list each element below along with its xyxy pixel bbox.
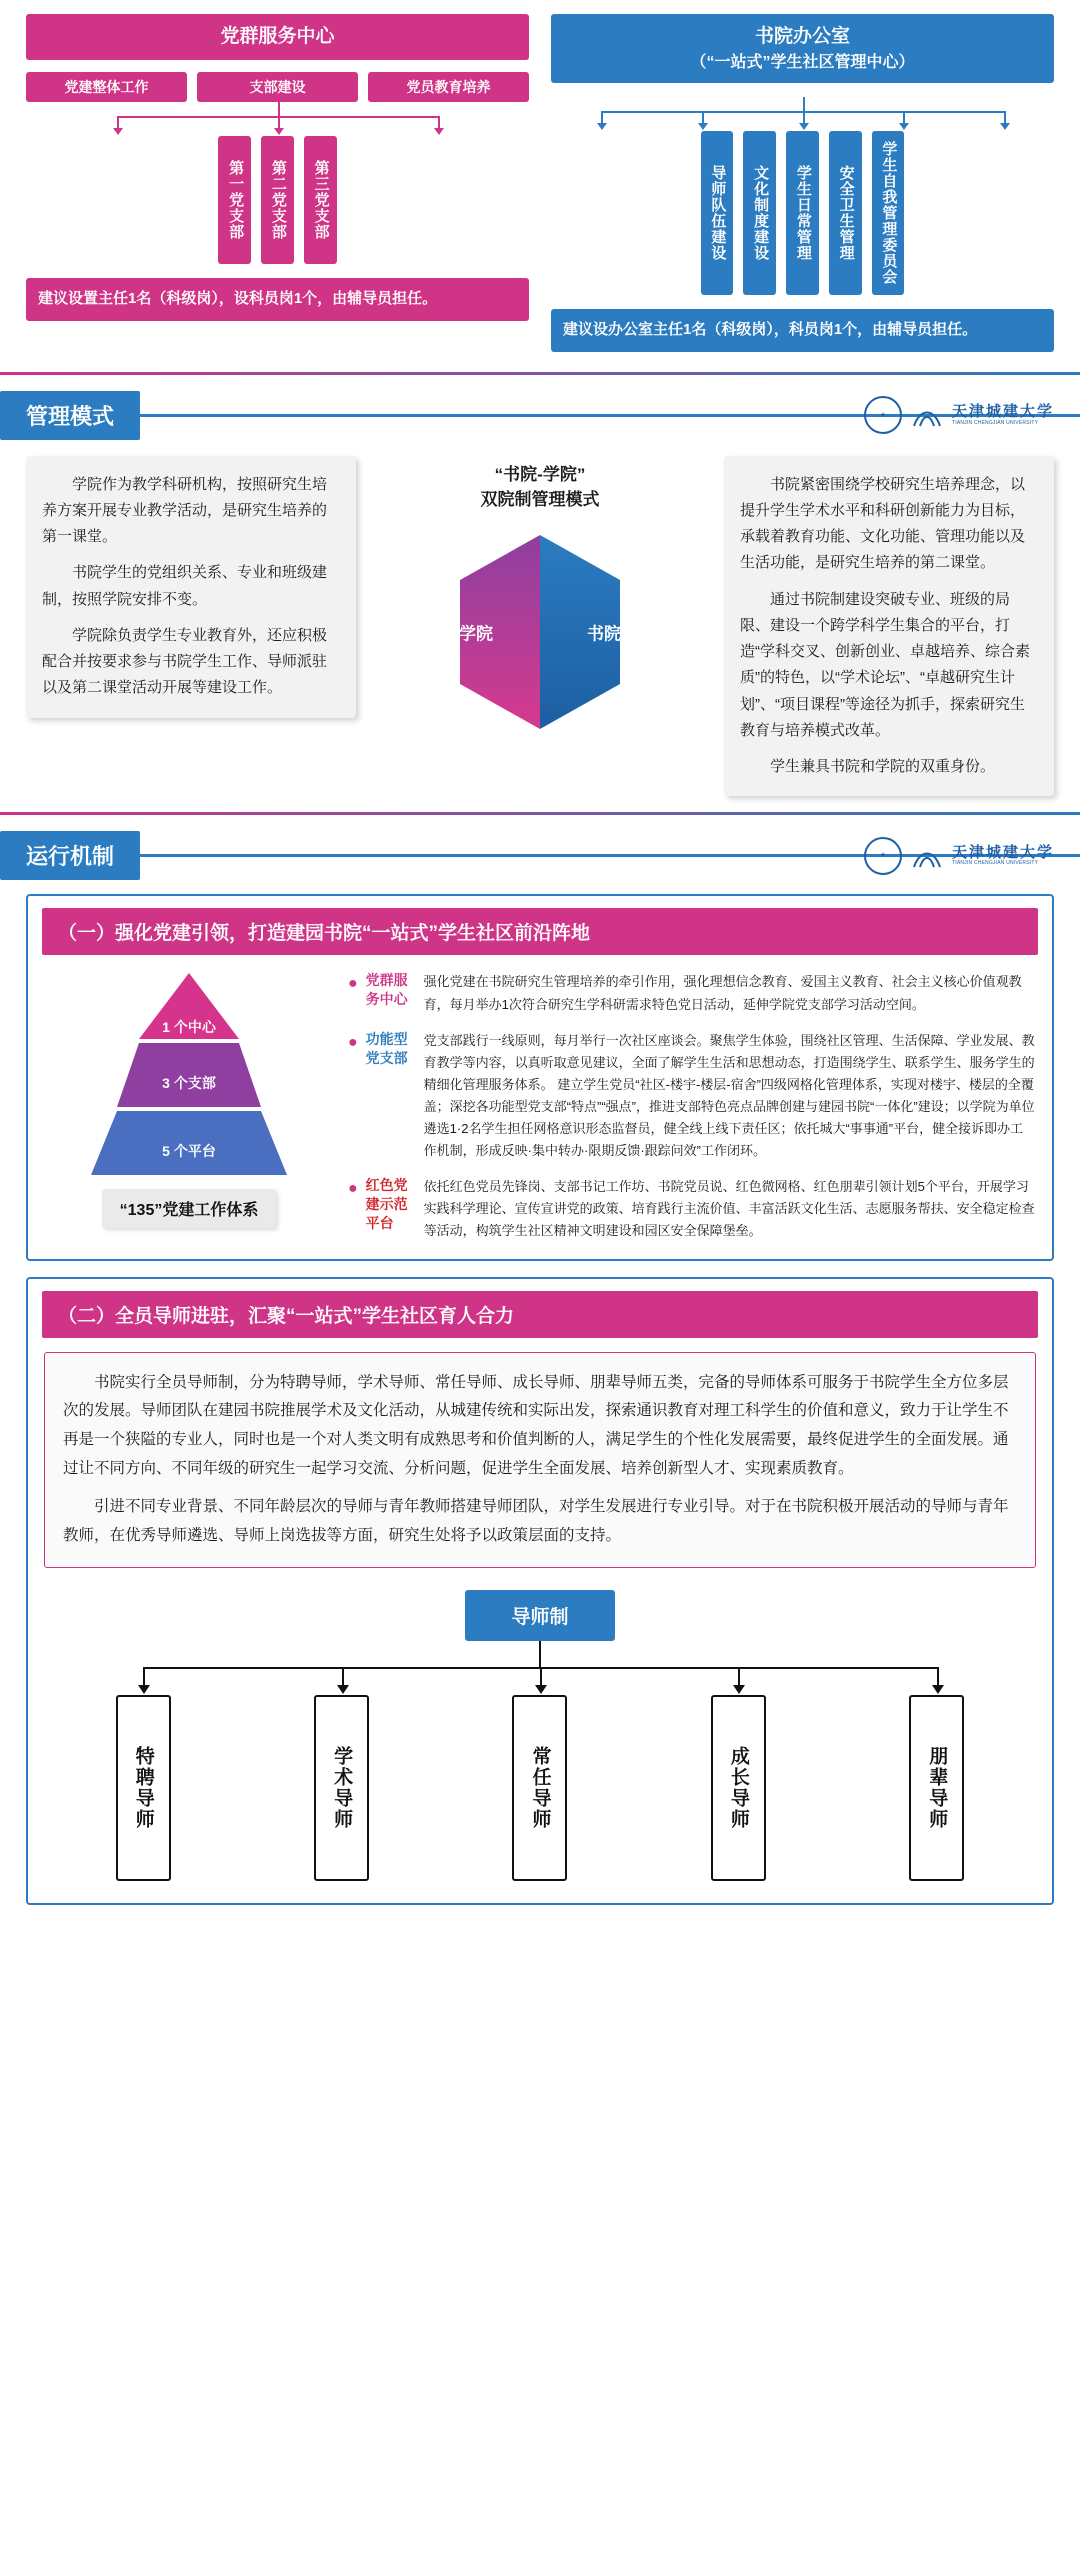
divider-management xyxy=(0,812,1080,815)
party-service-chip-row xyxy=(26,72,529,103)
pyramid-graphic xyxy=(49,969,329,1179)
college-role-p2: 书院学生的党组织关系、专业和班级建制，按照学院安排不变。 xyxy=(42,564,328,608)
mechanism-item-functional-branch xyxy=(348,1030,1036,1163)
card-college-role xyxy=(26,456,356,718)
operating-section-one xyxy=(26,894,1054,1260)
bullet-icon-1: ● xyxy=(348,975,358,993)
org-chart-section xyxy=(0,0,1080,362)
university-mark-icon xyxy=(910,398,944,432)
function-self-management-committee: 学生自我管理委员会 xyxy=(872,131,905,295)
mentor-paragraph-1: 书院实行全员导师制，分为特聘导师，学术导师、常任导师、成长导师、朋辈导师五类，完备的导师体系可服务于书院学生全方位多层次的发展。导师团队在建园书院推展学术及文化活动，从城建传统和实际出发，探索通识教育对理工科学生的价值和意义，致力于让学生不再是一个狭隘的专业人，同时也是一个对人类文明有成熟思考和价值判断的人，满足学生的个性化发展需要，最终促进学生的全面发展。通过让不同方向、不同年级的研究生一起学习交流、分析问题，促进学生全面发展、培养创新型人才、实现素质教育。 xyxy=(63,1373,1009,1477)
academy-office-function-row xyxy=(551,131,1054,295)
academy-role-p1: 书院紧密围绕学校研究生培养理念，以提升学生学术水平和科研创新能力为目标，承载着教育功能、文化功能、管理功能以及生活功能，是研究生培养的第二课堂。 xyxy=(740,475,1026,572)
pyramid-level-1: 1 个中心 xyxy=(162,1019,216,1036)
bullet-icon-3: ● xyxy=(348,1180,358,1198)
branch-3: 第三党支部 xyxy=(304,136,337,264)
bullet-icon-2: ● xyxy=(348,1033,358,1051)
chip-member-education: 党员教育培养 xyxy=(368,72,529,103)
mentor-tree-diagram xyxy=(44,1590,1036,1881)
section-header-management-mode xyxy=(0,391,1080,440)
card-academy-role xyxy=(724,456,1054,797)
section-title-management-mode: 管理模式 xyxy=(0,391,140,440)
mentor-type-academic: 学术导师 xyxy=(314,1695,369,1881)
operating-section-one-title: （一）强化党建引领，打造建园书院“一站式”学生社区前沿阵地 xyxy=(42,908,1038,955)
mechanism-item-red-demo-platform xyxy=(348,1176,1036,1242)
mentor-type-appointed: 特聘导师 xyxy=(116,1695,171,1881)
org-title-academy-office-sub: （“一站式”学生社区管理中心） xyxy=(690,53,915,71)
function-safety-hygiene: 安全卫生管理 xyxy=(829,131,862,295)
chip-branch-construction: 支部建设 xyxy=(197,72,358,103)
university-mark-icon-2 xyxy=(910,839,944,873)
college-role-p1: 学院作为教学科研机构，按照研究生培养方案开展专业教学活动，是研究生培养的第一课堂。 xyxy=(42,475,328,546)
university-seal-icon: ★ xyxy=(864,396,902,434)
pyramid-level-3: 5 个平台 xyxy=(162,1143,216,1160)
mechanism-text-party-service: 强化党建在书院研究生管理培养的牵引作用，强化理想信念教育、爱国主义教育、社会主义核心价值观教育，每月举办1次符合研究生学科研需求特色党日活动，延伸学院党支部学习活动空间。 xyxy=(423,974,1022,1012)
operating-section-two-title: （二）全员导师进驻，汇聚“一站式”学生社区育人合力 xyxy=(42,1291,1038,1338)
org-title-academy-office-main: 书院办公室 xyxy=(754,26,850,47)
pyramid-level-2: 3 个支部 xyxy=(162,1075,216,1092)
party-branch-row xyxy=(26,136,529,264)
management-mode-body xyxy=(0,440,1080,803)
mentor-system-description xyxy=(44,1352,1036,1568)
bottom-spacer xyxy=(0,1905,1080,1931)
section-title-operating-mechanism: 运行机制 xyxy=(0,831,140,880)
brand-logos-management xyxy=(864,396,1054,434)
operating-section-two xyxy=(26,1277,1054,1905)
mentor-type-peer: 朋辈导师 xyxy=(909,1695,964,1881)
mentor-tree-root: 导师制 xyxy=(465,1590,614,1641)
hexagon-graphic xyxy=(425,527,655,737)
mentor-tree-root-row xyxy=(44,1590,1036,1641)
university-name-cn: 天津城建大学 xyxy=(951,403,1054,421)
mechanism-list xyxy=(348,969,1036,1242)
mentor-paragraph-2: 引进不同专业背景、不同年龄层次的导师与青年教师搭建导师团队，对学生发展进行专业引导。对于在书院积极开展活动的导师与青年教师，在优秀导师遴选、导师上岗选拔等方面，研究生处将予以政策层面的支持。 xyxy=(63,1498,1009,1544)
divider-top xyxy=(0,372,1080,375)
dual-system-diagram xyxy=(374,456,706,737)
mentor-tree-connectors xyxy=(44,1641,1036,1695)
branch-2: 第二党支部 xyxy=(261,136,294,264)
mechanism-key-functional-branch: 功能型党支部 xyxy=(365,1030,408,1066)
pyramid-column xyxy=(44,969,334,1242)
mentor-type-resident: 常任导师 xyxy=(512,1695,567,1881)
mentor-type-growth: 成长导师 xyxy=(711,1695,766,1881)
connector-party-service xyxy=(26,102,529,136)
pyramid-caption: “135”党建工作体系 xyxy=(102,1189,277,1228)
dual-system-title: “书院-学院” 双院制管理模式 xyxy=(480,464,600,510)
mechanism-text-red-demo-platform: 依托红色党员先锋岗、支部书记工作坊、书院党员说、红色微网格、红色朋辈引领计划5个平台，开展学习实践科学理论、宣传宣讲党的政策、培育践行主流价值、丰富活跃文化生活、志愿服务帮扶、安全稳定检查等活动，构筑学生社区精神文明建设和园区安全保障堡垒。 xyxy=(423,1179,1035,1239)
section-header-operating-mechanism xyxy=(0,831,1080,880)
university-seal-icon-2: ★ xyxy=(864,837,902,875)
university-wordmark-2 xyxy=(952,845,1054,867)
org-title-academy-office xyxy=(551,14,1054,83)
note-party-service-staffing: 建议设置主任1名（科级岗），设科员岗1个，由辅导员担任。 xyxy=(26,278,529,321)
org-title-party-service: 党群服务中心 xyxy=(26,14,529,60)
mechanism-key-red-demo-platform: 红色党建示范平台 xyxy=(365,1177,408,1232)
mentor-tree-leaf-row xyxy=(44,1695,1036,1881)
function-mentor-team: 导师队伍建设 xyxy=(701,131,734,295)
connector-academy-office xyxy=(551,97,1054,131)
college-role-p3: 学院除负责学生专业教育外，还应积极配合并按要求参与书院学生工作、导师派驻以及第二课堂活动开展等建设工作。 xyxy=(42,626,328,697)
university-name-cn-2: 天津城建大学 xyxy=(951,843,1054,861)
brand-logos-operating xyxy=(864,837,1054,875)
org-column-academy-office xyxy=(551,14,1054,352)
org-column-party-service xyxy=(26,14,529,352)
branch-1: 第一党支部 xyxy=(218,136,251,264)
mechanism-item-party-service xyxy=(348,971,1036,1015)
university-name-en-2: TIANJIN CHENGJIAN UNIVERSITY xyxy=(951,860,1039,867)
university-wordmark xyxy=(952,404,1054,426)
function-culture-system: 文化制度建设 xyxy=(743,131,776,295)
hex-label-academy: 书院 xyxy=(587,624,621,644)
function-daily-management: 学生日常管理 xyxy=(786,131,819,295)
mechanism-key-party-service: 党群服务中心 xyxy=(365,972,408,1008)
note-academy-office-staffing: 建议设办公室主任1名（科级岗），科员岗1个，由辅导员担任。 xyxy=(551,309,1054,352)
hex-label-college: 学院 xyxy=(459,624,493,644)
mechanism-text-functional-branch: 党支部践行一线原则，每月举行一次社区座谈会。聚焦学生体验，围绕社区管理、生活保障、学业发展、教育教学等内容，以真听取意见建议，全面了解学生生活和思想动态，打造围绕学生、联系学生、服务学生的精细化管理服务体系。 建立学生党员“社区-楼宇-楼层-宿舍”四级网格化管理体系，实现对楼宇、楼层的全覆盖；深挖各功能型党支部“特点”“强点”，推进支部特色亮点品牌创建与建园书院“一体化”建设；以学院为单位遴选1·2名学生担任网格意识形态监督员，健全线上线下责任区；依托城大“事事通”平台，健全接诉即办工作机制，形成反映·集中转办·限期反馈·跟踪问效”工作闭环。 xyxy=(423,1032,1035,1159)
chip-party-overall-work: 党建整体工作 xyxy=(26,72,187,103)
operating-section-one-body xyxy=(28,969,1052,1242)
academy-role-p3: 学生兼具书院和学院的双重身份。 xyxy=(770,758,996,776)
academy-role-p2: 通过书院制建设突破专业、班级的局限、建设一个跨学科学生集合的平台，打造“学科交叉、创新创业、卓越培养、综合素质”的特色，以“学术论坛”、“卓越研究生计划”、“项目课程”等途径为抓手，探索研究生教育与培养模式改革。 xyxy=(740,590,1030,739)
university-name-en: TIANJIN CHENGJIAN UNIVERSITY xyxy=(951,419,1039,426)
